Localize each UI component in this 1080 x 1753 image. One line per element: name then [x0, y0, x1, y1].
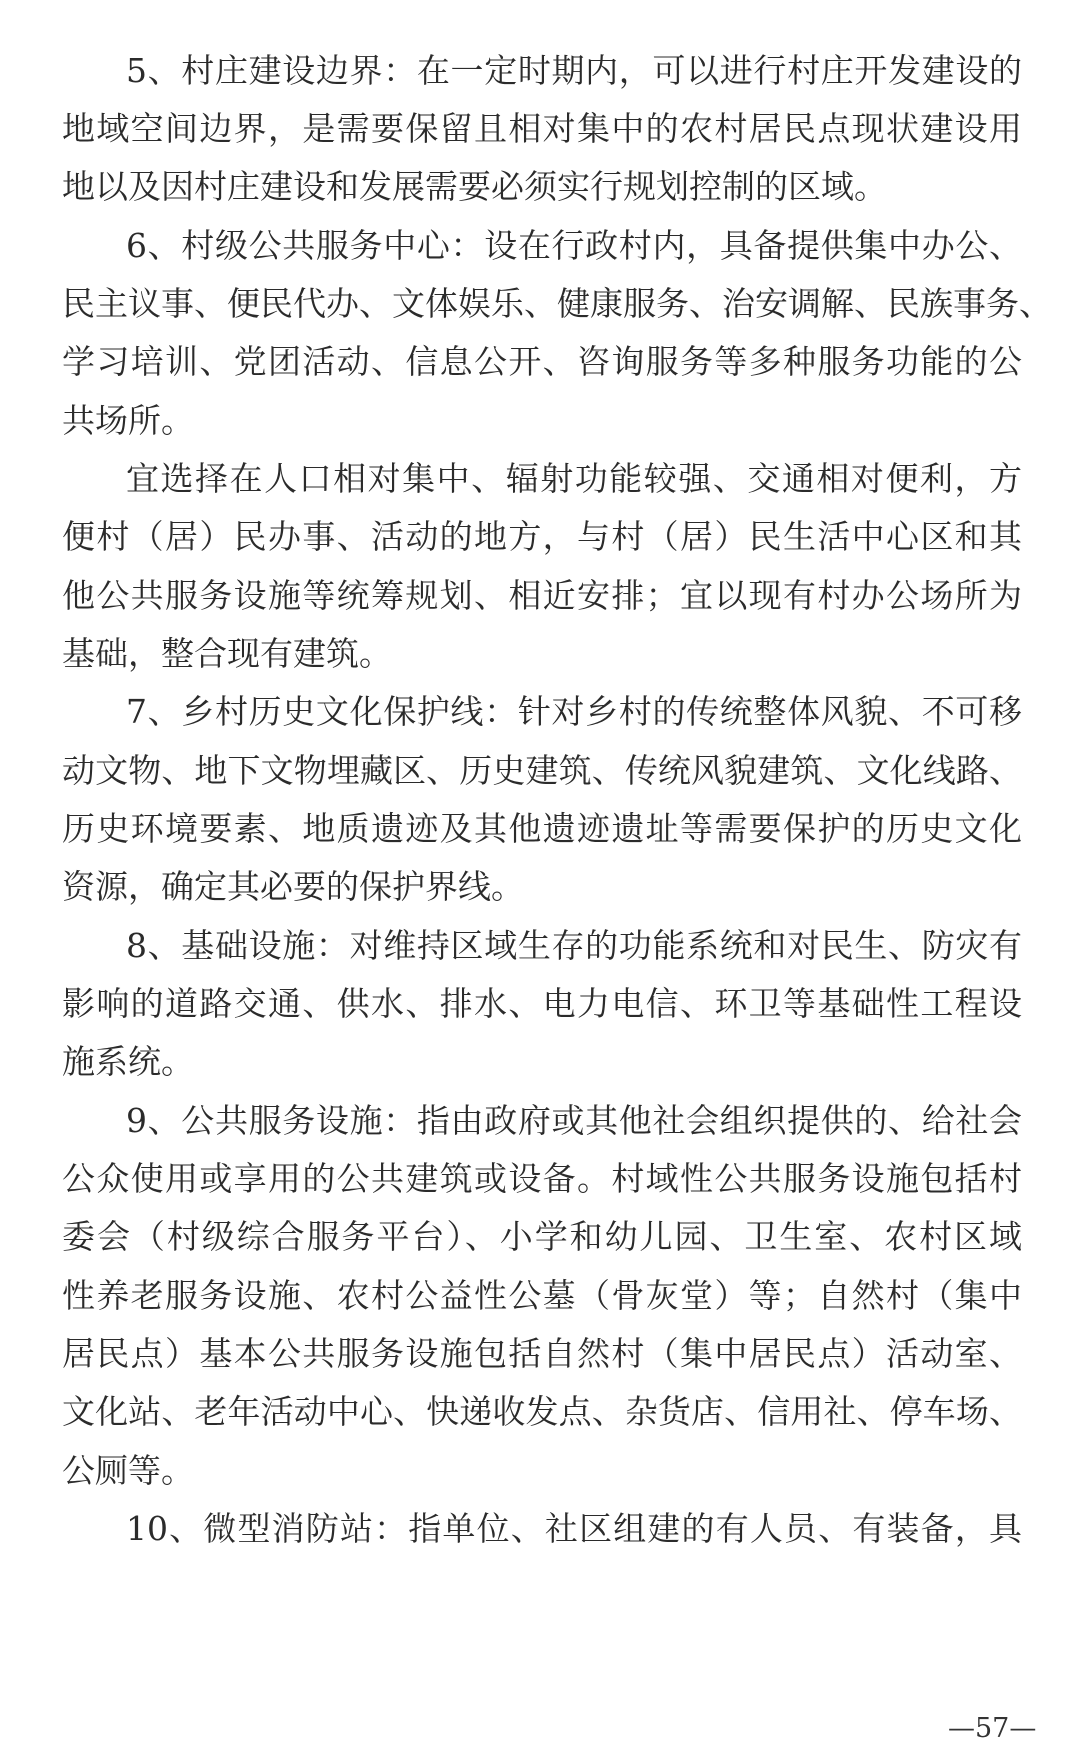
text-line: 公厕等。	[62, 1451, 194, 1490]
text-line: 基础，整合现有建筑。	[62, 634, 392, 673]
text-line: 学习培训、党团活动、信息公开、咨询服务等多种服务功能的公	[62, 342, 1022, 381]
text-line: 宜选择在人口相对集中、辐射功能较强、交通相对便利，方	[126, 459, 1022, 498]
text-line: 公众使用或享用的公共建筑或设备。村域性公共服务设施包括村	[62, 1159, 1022, 1198]
text-line: 民主议事、便民代办、文体娱乐、健康服务、治安调解、民族事务、	[62, 284, 1052, 323]
text-line: 6、村级公共服务中心：设在行政村内，具备提供集中办公、	[126, 226, 1022, 265]
text-line: 8、基础设施：对维持区域生存的功能系统和对民生、防灾有	[126, 926, 1022, 965]
text-line: 他公共服务设施等统筹规划、相近安排；宜以现有村办公场所为	[62, 576, 1022, 615]
page-number: —57—	[948, 1713, 1037, 1744]
text-line: 便村（居）民办事、活动的地方，与村（居）民生活中心区和其	[62, 517, 1022, 556]
text-line: 影响的道路交通、供水、排水、电力电信、环卫等基础性工程设	[62, 984, 1022, 1023]
text-line: 地以及因村庄建设和发展需要必须实行规划控制的区域。	[62, 167, 887, 206]
text-line: 5、村庄建设边界：在一定时期内，可以进行村庄开发建设的	[126, 51, 1022, 90]
text-line: 7、乡村历史文化保护线：针对乡村的传统整体风貌、不可移	[126, 692, 1022, 731]
text-line: 共场所。	[62, 401, 194, 440]
text-line: 施系统。	[62, 1042, 194, 1081]
text-line: 资源，确定其必要的保护界线。	[62, 867, 524, 906]
text-line: 文化站、老年活动中心、快递收发点、杂货店、信用社、停车场、	[62, 1392, 1022, 1431]
text-line: 9、公共服务设施：指由政府或其他社会组织提供的、给社会	[126, 1101, 1022, 1140]
text-line: 10、微型消防站：指单位、社区组建的有人员、有装备，具	[126, 1509, 1022, 1548]
text-line: 性养老服务设施、农村公益性公墓（骨灰堂）等；自然村（集中	[62, 1276, 1022, 1315]
text-line: 委会（村级综合服务平台）、小学和幼儿园、卫生室、农村区域	[62, 1217, 1022, 1256]
text-line: 居民点）基本公共服务设施包括自然村（集中居民点）活动室、	[62, 1334, 1022, 1373]
text-line: 历史环境要素、地质遗迹及其他遗迹遗址等需要保护的历史文化	[62, 809, 1022, 848]
text-line: 地域空间边界，是需要保留且相对集中的农村居民点现状建设用	[62, 109, 1022, 148]
text-line: 动文物、地下文物埋藏区、历史建筑、传统风貌建筑、文化线路、	[62, 751, 1022, 790]
